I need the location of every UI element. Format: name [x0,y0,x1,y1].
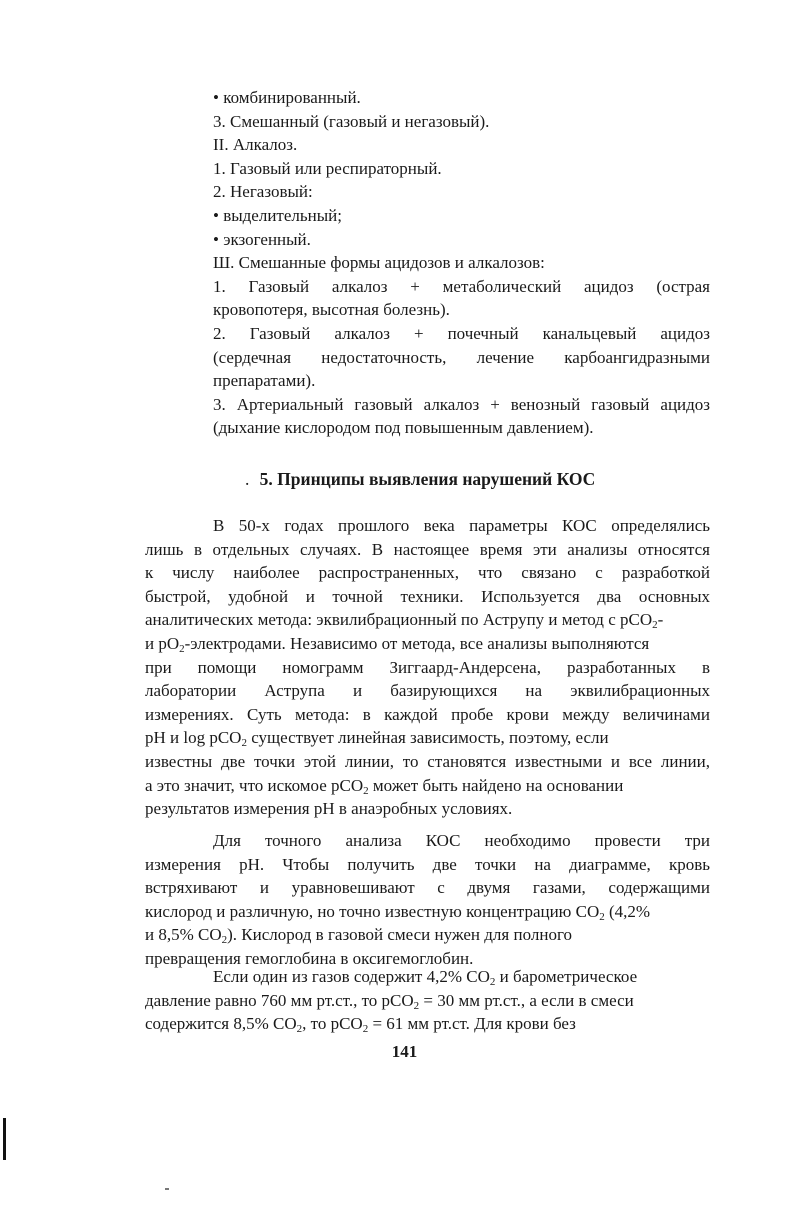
text-line: известны две точки этой линии, то становятся известными и все линии, [145,751,710,771]
mixed-form-2-line: (сердечная недостаточность, лечение карбоангидразными [213,347,710,367]
scan-margin-line [3,1118,6,1160]
text-line: и $pO_2$-электродами. Независимо от метода, все анализы выполняются [145,633,650,655]
text-line: аналитических метода: эквилибрационный по Аструпу и метод с pCO$_2$- [145,610,664,632]
list-item: Ш. Смешанные формы ацидозов и алкалозов: [213,253,545,273]
paragraph-analysis [145,829,710,971]
mixed-form-2-line: препаратами). [213,371,316,391]
text-line: лишь в отдельных случаях. В настоящее время эти анализы относятся [145,539,710,559]
text-line: pH и log pCO$_2$ существует линейная зависимость, поэтому, если [145,728,609,750]
paragraph-methods [145,514,710,821]
scan-speck [165,1188,169,1190]
text-line: результатов измерения pH в анаэробных условиях. [145,799,513,819]
section-heading [145,469,710,490]
list-item: • комбинированный. [213,88,361,107]
text-line: а это значит, что искомое pCO$_2$ может быть найдено на основании [145,775,624,797]
text-line: Если один из газов содержит 4,2% $CO_2$ и барометрическое [213,967,638,988]
text-line: превращения гемоглобина в оксигемоглобин. [145,948,474,968]
classification-list [145,86,710,440]
text-line: измерениях. Суть метода: в каждой пробе крови между величинами [145,704,710,724]
list-item: 1. Газовый или респираторный. [213,158,442,178]
text-line: измерения pH. Чтобы получить две точки на диаграмме, кровь [145,854,710,874]
text-line: быстрой, удобной и точной техники. Используется два основных [145,586,710,606]
mixed-form-2-line: 2. Газовый алкалоз + почечный канальцевый ацидоз [213,323,710,343]
page-number: 141 [391,1042,418,1061]
text-line: В 50-х годах прошлого века параметры КОС определялись [213,516,710,535]
paragraph-gases [145,965,710,1036]
text-line: лаборатории Аструпа и базирующихся на эквилибрационных [145,681,710,701]
text-line: при помощи номограмм Зиггаард-Андерсена, разработанных в [145,657,710,677]
list-item: II. Алкалоз. [213,135,298,155]
text-line: к числу наиболее распространенных, что связано с разработкой [145,563,710,583]
list-item: • выделительный; [213,205,342,225]
text-line: Для точного анализа КОС необходимо провести три [213,831,710,850]
text-line: и 8,5% $CO_2$). Кислород в газовой смеси нужен для полного [145,925,572,947]
text-line: встряхивают и уравновешивают с двумя газами, содержащими [145,878,710,898]
mixed-form-3-line: (дыхание кислородом под повышенным давлением). [213,418,594,438]
mixed-form-1-line: кровопотеря, высотная болезнь). [213,300,450,320]
stray-dot: . [245,469,250,489]
list-item: 3. Смешанный (газовый и негазовый). [213,111,490,131]
mixed-form-3-line: 3. Артериальный газовый алкалоз + венозный газовый ацидоз [213,394,710,414]
section-title: 5. Принципы выявления нарушений КОС [259,469,596,489]
text-line: давление равно 760 мм рт.ст., то pCO$_2$ = 30 мм рт.ст., а если в смеси [145,990,634,1012]
text-line: содержится 8,5% $CO_2$, то pCO$_2$ = 61 мм рт.ст. Для крови без [145,1014,576,1036]
list-item: • экзогенный. [213,229,311,249]
list-item: 2. Негазовый: [213,182,313,202]
mixed-form-1-line: 1. Газовый алкалоз + метаболический ацидоз (острая [213,276,710,296]
text-line: кислород и различную, но точно известную концентрацию $CO_2$ (4,2% [145,901,651,923]
